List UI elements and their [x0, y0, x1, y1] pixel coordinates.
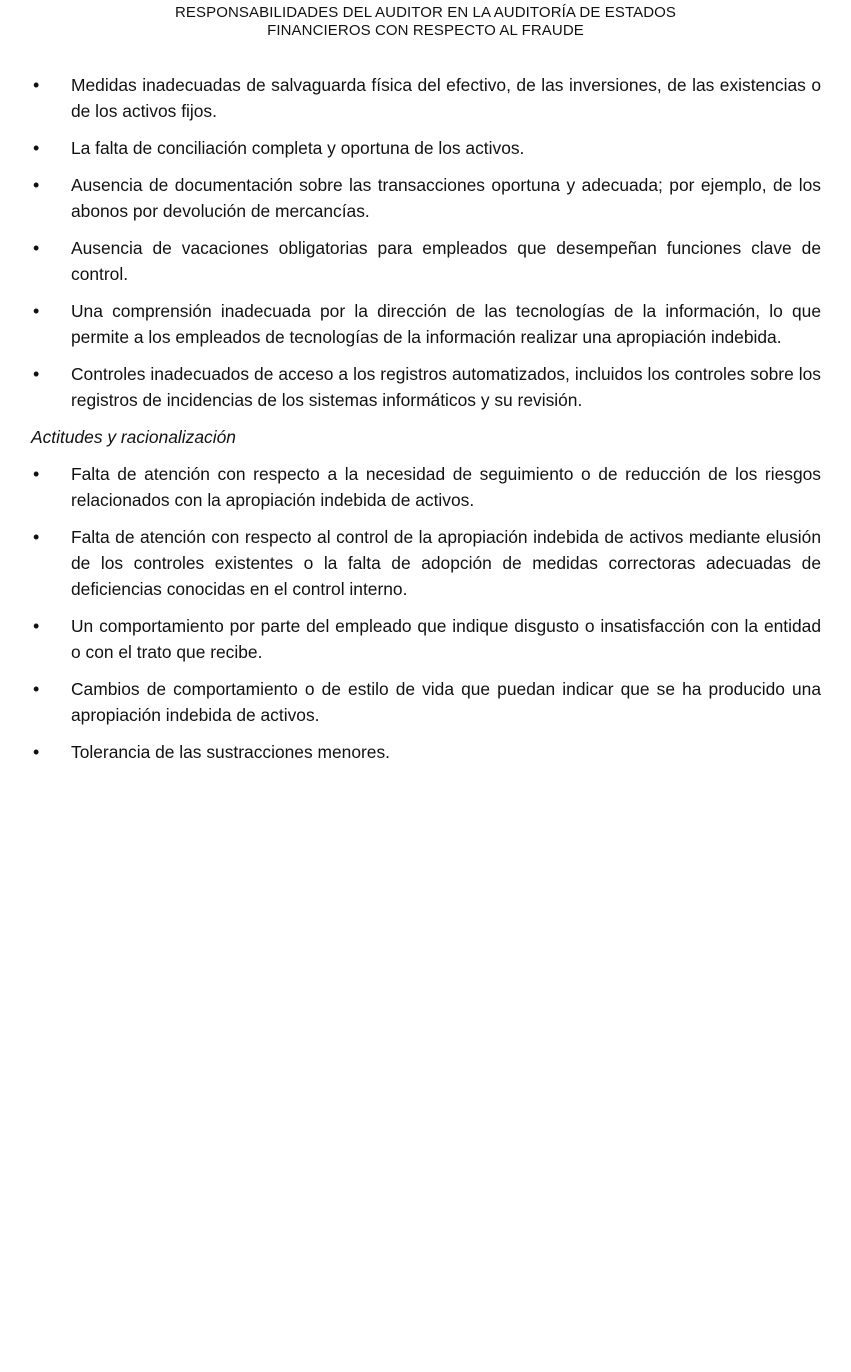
list-item-text: Ausencia de vacaciones obligatorias para empleados que desempeñan funciones clave de control.	[71, 238, 821, 284]
list-item-text: Ausencia de documentación sobre las transacciones oportuna y adecuada; por ejemplo, de los abonos por devolución de mercancías.	[71, 175, 821, 221]
list-item	[31, 676, 821, 728]
bullet-icon: •	[33, 527, 40, 547]
list-item-text: Falta de atención con respecto al control de la apropiación indebida de activos mediante elusión de los controles existentes o la falta de adopción de medidas correctoras adecuadas de deficiencias conocidas en el control interno.	[71, 527, 821, 599]
list-item	[31, 172, 821, 224]
list-item-text: Un comportamiento por parte del empleado que indique disgusto o insatisfacción con la entidad o con el trato que recibe.	[71, 616, 821, 662]
list-item-text: Falta de atención con respecto a la necesidad de seguimiento o de reducción de los riesgos relacionados con la apropiación indebida de activos.	[71, 464, 821, 510]
bullet-icon: •	[33, 238, 40, 258]
list-item-text: Cambios de comportamiento o de estilo de vida que puedan indicar que se ha producido una apropiación indebida de activos.	[71, 679, 821, 725]
header-line-2: FINANCIEROS CON RESPECTO AL FRAUDE	[267, 22, 584, 39]
bullet-icon: •	[33, 175, 40, 195]
bullet-icon: •	[33, 616, 40, 636]
opportunity-bullet-list	[31, 72, 821, 413]
list-item-text: Una comprensión inadecuada por la dirección de las tecnologías de la información, lo que permite a los empleados de tecnologías de la información realizar una apropiación indebida.	[71, 301, 821, 347]
document-body	[31, 72, 821, 776]
attitudes-bullet-list	[31, 461, 821, 765]
list-item	[31, 235, 821, 287]
bullet-icon: •	[33, 138, 40, 158]
bullet-icon: •	[33, 75, 40, 95]
section-heading-attitudes: Actitudes y racionalización	[31, 427, 236, 447]
list-item	[31, 135, 821, 161]
list-item-text: Controles inadecuados de acceso a los registros automatizados, incluidos los controles sobre los registros de incidencias de los sistemas informáticos y su revisión.	[71, 364, 821, 410]
bullet-icon: •	[33, 742, 40, 762]
bullet-icon: •	[33, 464, 40, 484]
list-item	[31, 72, 821, 124]
list-item-text: Medidas inadecuadas de salvaguarda física del efectivo, de las inversiones, de las existencias o de los activos fijos.	[71, 75, 821, 121]
list-item	[31, 524, 821, 602]
list-item	[31, 739, 821, 765]
header-line-1: RESPONSABILIDADES DEL AUDITOR EN LA AUDITORÍA DE ESTADOS	[174, 4, 677, 21]
list-item	[31, 461, 821, 513]
bullet-icon: •	[33, 301, 40, 321]
list-item-text: Tolerancia de las sustracciones menores.	[71, 742, 390, 762]
bullet-icon: •	[33, 679, 40, 699]
list-item	[31, 613, 821, 665]
running-header	[0, 4, 851, 40]
bullet-icon: •	[33, 364, 40, 384]
list-item	[31, 298, 821, 350]
list-item	[31, 361, 821, 413]
list-item-text: La falta de conciliación completa y oportuna de los activos.	[71, 138, 525, 158]
